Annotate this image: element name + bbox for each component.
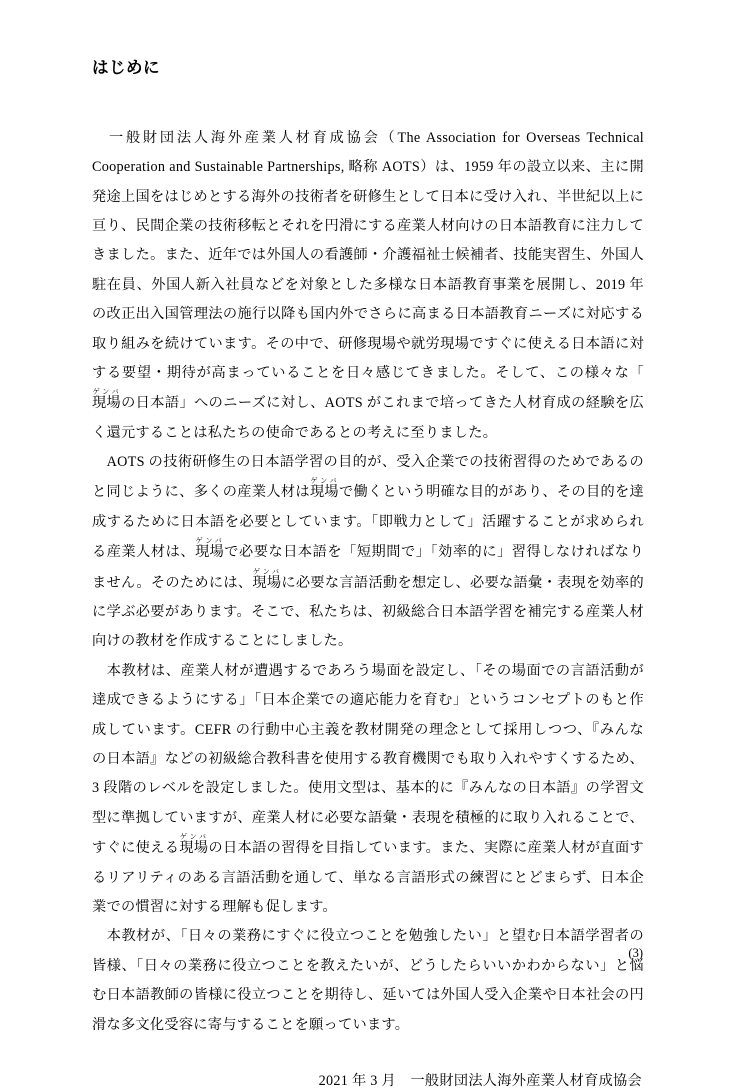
signature-line: 2021 年 3 月 一般財団法人海外産業人材育成協会 <box>318 1072 642 1089</box>
ruby-annotation: 現場ゲンバ <box>309 477 339 501</box>
ruby-annotation: 現場ゲンバ <box>252 567 282 591</box>
paragraph-3: 本教材は、産業人材が遭遇するであろう場面を設定し、「その場面での言語活動が達成できるようにする」「日本企業での適応能力を育む」というコンセプトのもと作成しています。CEFR の行動中心主義を教材開発の理念として採用しつつ、『みんなの日本語』などの初級総合教科書を使用する教育機関でも取り入れやすくするため、3 段階のレベルを設定しました。使用文型は、基本的に『みんなの日本語』の学習文型に準拠していますが、産業人材に必要な語彙・表現を積極的に取り入れることで、すぐに使える現場ゲンバの日本語の習得を目指しています。また、実際に産業人材が直面するリアリティのある言語活動を通して、単なる言語形式の練習にとどまらず、日本企業での慣習に対する理解も促します。 <box>92 662 644 915</box>
paragraph-4: 本教材が、「日々の業務にすぐに役立つことを勉強したい」と望む日本語学習者の皆様、「日々の業務に役立つことを教えたいが、どうしたらいいかわからない」と悩む日本語教師の皆様に役立つことを期待し、延いては外国人受入企業や日本社会の円滑な多文化受容に寄与することを願っています。 <box>92 928 644 1033</box>
page-title: はじめに <box>92 58 160 77</box>
ruby-annotation: 現場ゲンバ <box>195 537 225 561</box>
body-text <box>92 124 644 1040</box>
page-number: (3) <box>628 946 643 960</box>
paragraph-1: 一般財団法人海外産業人材育成協会（The Association for Overseas Technical Cooperation and Sustainable Partnerships, 略称 AOTS）は、1959 年の設立以来、主に開発途上国をはじめとする海外の技術者を研修生として日本に受け入れ、半世紀以上に亘り、民間企業の技術移転とそれを円滑にする産業人材向けの日本語教育に注力してきました。また、近年では外国人の看護師・介護福祉士候補者、技能実習生、外国人駐在員、外国人新入社員などを対象とした多様な日本語教育事業を展開し、2019 年の改正出入国管理法の施行以降も国内外でさらに高まる日本語教育ニーズに対応する取り組みを続けています。その中で、研修現場や就労現場ですぐに使える日本語に対する要望・期待が高まっていることを日々感じてきました。そして、この様々な「現場ゲンバの日本語」へのニーズに対し、AOTS がこれまで培ってきた人材育成の経験を広く還元することは私たちの使命であるとの考えに至りました。 <box>92 129 644 441</box>
page-content <box>92 58 644 1090</box>
paragraph-2: AOTS の技術研修生の日本語学習の目的が、受入企業での技術習得のためであるのと同じように、多くの産業人材は現場ゲンバで働くという明確な目的があり、その目的を達成するために日本語を必要としています。「即戦力として」活躍することが求められる産業人材は、現場ゲンバで必要な日本語を「短期間で」「効率的に」習得しなければなりません。そのためには、現場ゲンバに必要な言語活動を想定し、必要な語彙・表現を効率的に学ぶ必要があります。そこで、私たちは、初級総合日本語学習を補完する産業人材向けの教材を作成することにしました。 <box>92 454 644 650</box>
ruby-annotation: 現場ゲンバ <box>179 833 209 857</box>
ruby-annotation: 現場ゲンバ <box>92 388 121 412</box>
